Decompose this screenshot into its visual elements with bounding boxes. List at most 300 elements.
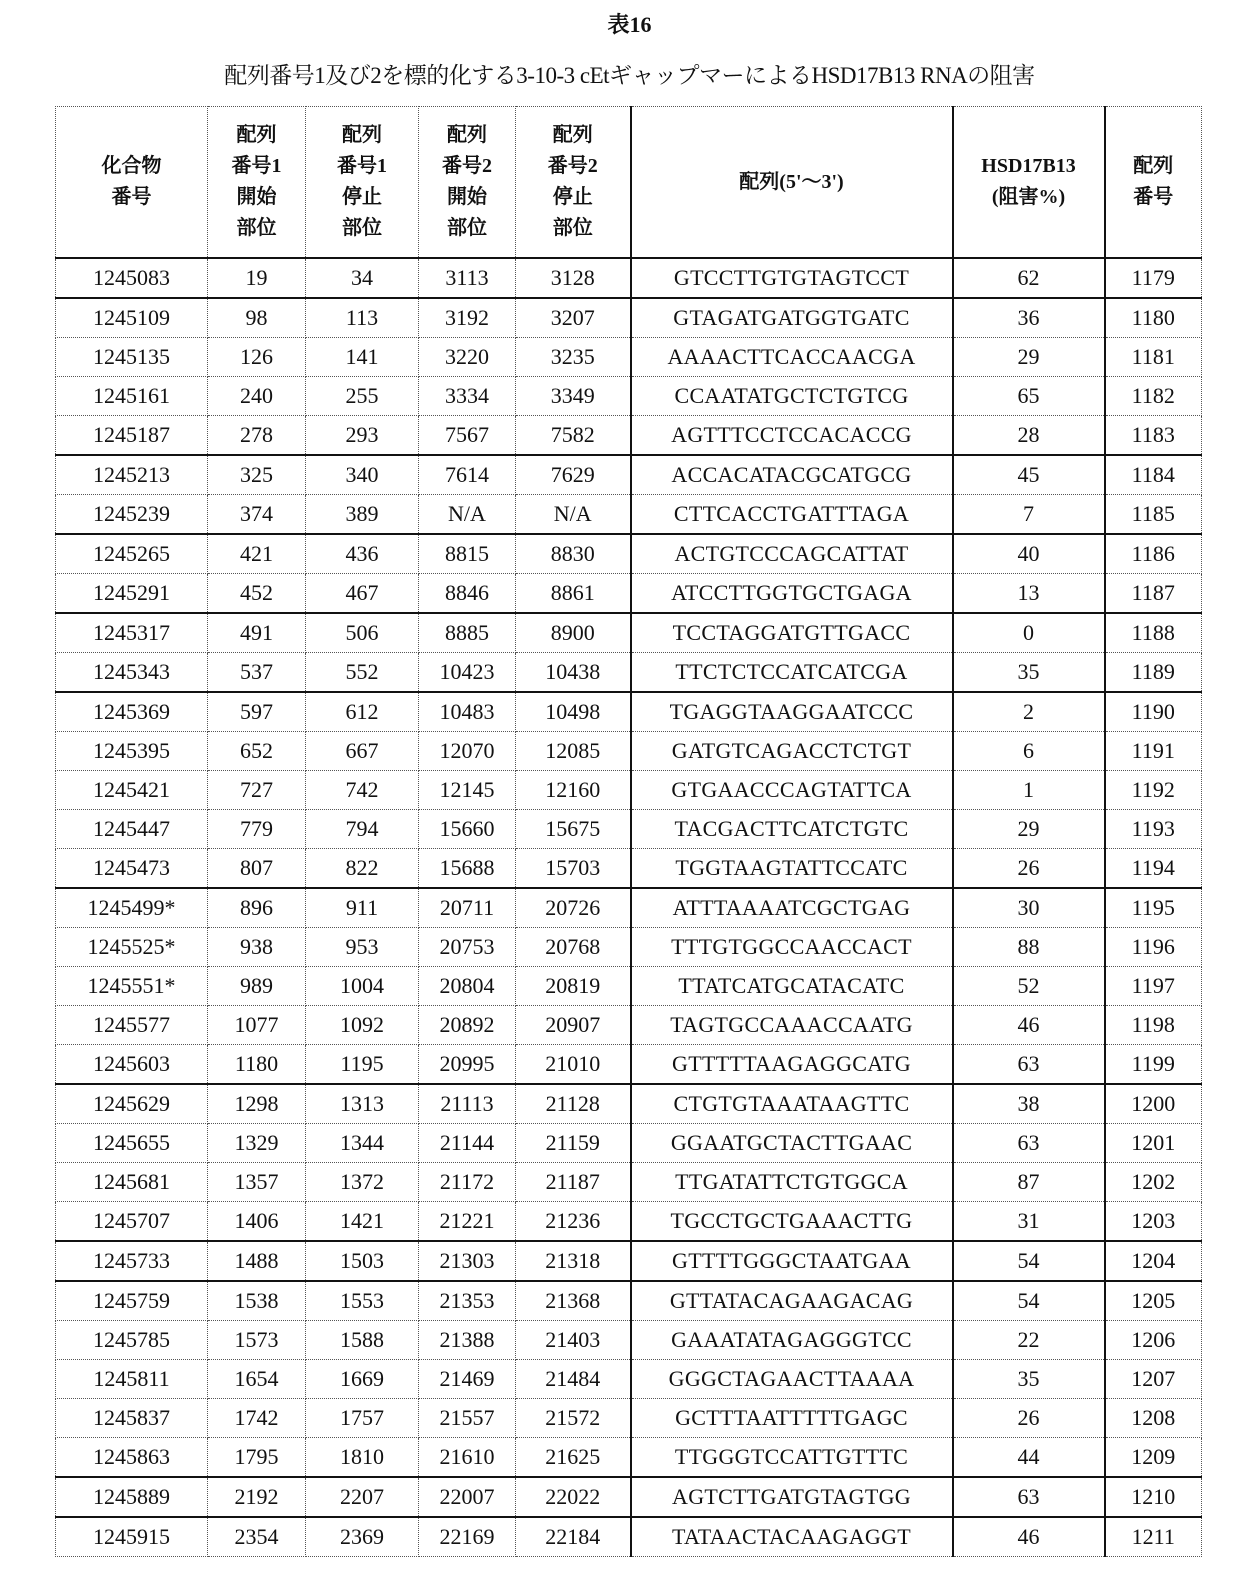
seq1-stop-site-cell: 794 [306, 810, 419, 849]
header-line: 配列 [236, 124, 277, 146]
sequence-cell: CTTCACCTGATTTAGA [631, 495, 953, 535]
seq2-stop-site-cell: 21572 [516, 1399, 631, 1438]
compound-number-cell: 1245863 [56, 1438, 208, 1478]
seq1-start-site-cell: 325 [208, 455, 306, 495]
compound-number-cell: 1245083 [56, 258, 208, 298]
seq-id-number-cell: 1200 [1105, 1084, 1202, 1124]
sequence-cell: GAAATATAGAGGGTCC [631, 1321, 953, 1360]
seq1-start-site-cell: 1488 [208, 1241, 306, 1281]
seq1-start-site-cell: 1298 [208, 1084, 306, 1124]
table-row [56, 888, 1202, 928]
table-row [56, 928, 1202, 967]
hsd17b13-inhibition-cell: 63 [953, 1045, 1105, 1085]
seq1-start-site-cell: 989 [208, 967, 306, 1006]
hsd17b13-inhibition-cell: 88 [953, 928, 1105, 967]
seq1-start-site-cell: 938 [208, 928, 306, 967]
compound-number-cell: 1245889 [56, 1477, 208, 1517]
seq-id-number-cell: 1198 [1105, 1006, 1202, 1045]
seq-id-number-cell: 1180 [1105, 298, 1202, 338]
seq2-start-site-cell: 21388 [419, 1321, 516, 1360]
seq2-stop-site-cell: 12085 [516, 732, 631, 771]
seq2-stop-site-cell: 12160 [516, 771, 631, 810]
seq2-start-site-cell: 21172 [419, 1163, 516, 1202]
seq2-start-site-cell: 21469 [419, 1360, 516, 1399]
seq1-stop-site-cell: 1344 [306, 1124, 419, 1163]
seq2-stop-site-cell: 21128 [516, 1084, 631, 1124]
hsd17b13-inhibition-cell: 28 [953, 416, 1105, 456]
seq2-stop-site-cell: 3349 [516, 377, 631, 416]
seq1-start-site-cell: 2354 [208, 1517, 306, 1557]
seq1-start-site-cell: 421 [208, 534, 306, 574]
table-row [56, 338, 1202, 377]
seq1-stop-site-cell: 1503 [306, 1241, 419, 1281]
header-line: 配列(5'〜3') [739, 170, 844, 193]
column-header-hsd17b13-inhibition [953, 107, 1105, 259]
table-row [56, 771, 1202, 810]
table-row [56, 1517, 1202, 1557]
seq1-stop-site-cell: 389 [306, 495, 419, 535]
seq-id-number-cell: 1184 [1105, 455, 1202, 495]
seq2-stop-site-cell: 21318 [516, 1241, 631, 1281]
seq2-stop-site-cell: 21010 [516, 1045, 631, 1085]
table-row [56, 810, 1202, 849]
header-line: 化合物 [101, 155, 162, 177]
seq1-stop-site-cell: 612 [306, 692, 419, 732]
sequence-cell: GTTTTTAAGAGGCATG [631, 1045, 953, 1085]
table-row [56, 1477, 1202, 1517]
seq2-stop-site-cell: 15703 [516, 849, 631, 889]
seq1-start-site-cell: 779 [208, 810, 306, 849]
header-line: 番号2 [442, 155, 492, 177]
table-row [56, 1202, 1202, 1242]
seq-id-number-cell: 1207 [1105, 1360, 1202, 1399]
sequence-cell: GGAATGCTACTTGAAC [631, 1124, 953, 1163]
seq2-start-site-cell: N/A [419, 495, 516, 535]
seq-id-number-cell: 1211 [1105, 1517, 1202, 1557]
table-row [56, 574, 1202, 614]
seq2-start-site-cell: 21221 [419, 1202, 516, 1242]
compound-number-cell: 1245655 [56, 1124, 208, 1163]
seq-id-number-cell: 1206 [1105, 1321, 1202, 1360]
seq2-stop-site-cell: 21187 [516, 1163, 631, 1202]
table-row [56, 1241, 1202, 1281]
table-row [56, 653, 1202, 693]
seq2-stop-site-cell: 15675 [516, 810, 631, 849]
compound-number-cell: 1245343 [56, 653, 208, 693]
sequence-cell: GTGAACCCAGTATTCA [631, 771, 953, 810]
sequence-cell: TAGTGCCAAACCAATG [631, 1006, 953, 1045]
seq1-start-site-cell: 727 [208, 771, 306, 810]
seq2-start-site-cell: 22169 [419, 1517, 516, 1557]
table-row [56, 1321, 1202, 1360]
seq1-start-site-cell: 491 [208, 613, 306, 653]
seq2-start-site-cell: 12145 [419, 771, 516, 810]
seq2-stop-site-cell: 8900 [516, 613, 631, 653]
seq1-stop-site-cell: 1092 [306, 1006, 419, 1045]
seq1-start-site-cell: 126 [208, 338, 306, 377]
header-line: 番号1 [231, 155, 282, 177]
seq-id-number-cell: 1185 [1105, 495, 1202, 535]
seq2-stop-site-cell: 10438 [516, 653, 631, 693]
seq1-start-site-cell: 2192 [208, 1477, 306, 1517]
compound-number-cell: 1245135 [56, 338, 208, 377]
seq1-start-site-cell: 652 [208, 732, 306, 771]
table-row [56, 298, 1202, 338]
seq2-start-site-cell: 21353 [419, 1281, 516, 1321]
seq-id-number-cell: 1179 [1105, 258, 1202, 298]
seq2-stop-site-cell: 20726 [516, 888, 631, 928]
seq-id-number-cell: 1202 [1105, 1163, 1202, 1202]
seq2-start-site-cell: 3113 [419, 258, 516, 298]
sequence-cell: ATCCTTGGTGCTGAGA [631, 574, 953, 614]
seq2-stop-site-cell: 20907 [516, 1006, 631, 1045]
compound-number-cell: 1245577 [56, 1006, 208, 1045]
header-line: 番号1 [337, 155, 387, 177]
seq-id-number-cell: 1196 [1105, 928, 1202, 967]
sequence-cell: GTAGATGATGGTGATC [631, 298, 953, 338]
table-row [56, 416, 1202, 456]
seq1-stop-site-cell: 953 [306, 928, 419, 967]
seq1-start-site-cell: 374 [208, 495, 306, 535]
hsd17b13-inhibition-cell: 30 [953, 888, 1105, 928]
seq1-start-site-cell: 19 [208, 258, 306, 298]
seq2-start-site-cell: 8846 [419, 574, 516, 614]
seq2-stop-site-cell: 21625 [516, 1438, 631, 1478]
seq2-stop-site-cell: 22022 [516, 1477, 631, 1517]
seq2-start-site-cell: 10423 [419, 653, 516, 693]
sequence-cell: GCTTTAATTTTTGAGC [631, 1399, 953, 1438]
compound-number-cell: 1245785 [56, 1321, 208, 1360]
seq1-stop-site-cell: 113 [306, 298, 419, 338]
seq2-start-site-cell: 8885 [419, 613, 516, 653]
header-line: 部位 [552, 217, 593, 239]
seq2-stop-site-cell: 10498 [516, 692, 631, 732]
sequence-cell: TTGGGTCCATTGTTTC [631, 1438, 953, 1478]
seq-id-number-cell: 1209 [1105, 1438, 1202, 1478]
seq-id-number-cell: 1187 [1105, 574, 1202, 614]
column-header-seq2-stop-site [516, 107, 631, 259]
sequence-cell: TTATCATGCATACATC [631, 967, 953, 1006]
hsd17b13-inhibition-cell: 29 [953, 338, 1105, 377]
seq1-start-site-cell: 98 [208, 298, 306, 338]
column-header-sequence [631, 107, 953, 259]
compound-number-cell: 1245291 [56, 574, 208, 614]
seq-id-number-cell: 1189 [1105, 653, 1202, 693]
sequence-cell: GTTATACAGAAGACAG [631, 1281, 953, 1321]
seq1-stop-site-cell: 436 [306, 534, 419, 574]
table-row [56, 1360, 1202, 1399]
seq2-start-site-cell: 12070 [419, 732, 516, 771]
header-line: 開始 [236, 186, 277, 208]
hsd17b13-inhibition-cell: 63 [953, 1477, 1105, 1517]
header-line: 停止 [342, 186, 382, 208]
seq2-stop-site-cell: 21368 [516, 1281, 631, 1321]
seq-id-number-cell: 1208 [1105, 1399, 1202, 1438]
hsd17b13-inhibition-cell: 26 [953, 1399, 1105, 1438]
seq1-stop-site-cell: 1004 [306, 967, 419, 1006]
hsd17b13-inhibition-cell: 0 [953, 613, 1105, 653]
seq2-stop-site-cell: 21484 [516, 1360, 631, 1399]
header-line: (阻害%) [991, 186, 1066, 208]
table-number: 表16 [607, 12, 652, 37]
seq2-start-site-cell: 8815 [419, 534, 516, 574]
compound-number-cell: 1245603 [56, 1045, 208, 1085]
hsd17b13-inhibition-cell: 46 [953, 1006, 1105, 1045]
seq2-start-site-cell: 22007 [419, 1477, 516, 1517]
table-caption: 配列番号1及び2を標的化する3-10-3 cEtギャップマーによるHSD17B13 RNAの阻害 [224, 63, 1035, 88]
sequence-cell: TTCTCTCCATCATCGA [631, 653, 953, 693]
sequence-cell: ACCACATACGCATGCG [631, 455, 953, 495]
hsd17b13-inhibition-cell: 35 [953, 1360, 1105, 1399]
seq1-start-site-cell: 1538 [208, 1281, 306, 1321]
seq2-start-site-cell: 20804 [419, 967, 516, 1006]
header-row [56, 107, 1202, 259]
seq1-stop-site-cell: 255 [306, 377, 419, 416]
seq-id-number-cell: 1181 [1105, 338, 1202, 377]
seq-id-number-cell: 1199 [1105, 1045, 1202, 1085]
header-line: 配列 [447, 124, 487, 146]
seq-id-number-cell: 1183 [1105, 416, 1202, 456]
header-line: 番号 [111, 186, 152, 208]
seq1-stop-site-cell: 1757 [306, 1399, 419, 1438]
hsd17b13-inhibition-cell: 87 [953, 1163, 1105, 1202]
seq1-start-site-cell: 1654 [208, 1360, 306, 1399]
seq1-stop-site-cell: 2369 [306, 1517, 419, 1557]
seq2-start-site-cell: 3334 [419, 377, 516, 416]
compound-number-cell: 1245265 [56, 534, 208, 574]
seq1-start-site-cell: 452 [208, 574, 306, 614]
seq2-start-site-cell: 15660 [419, 810, 516, 849]
compound-number-cell: 1245499* [56, 888, 208, 928]
table-row [56, 849, 1202, 889]
seq2-start-site-cell: 3220 [419, 338, 516, 377]
compound-number-cell: 1245187 [56, 416, 208, 456]
compound-number-cell: 1245421 [56, 771, 208, 810]
seq1-start-site-cell: 1795 [208, 1438, 306, 1478]
compound-number-cell: 1245109 [56, 298, 208, 338]
seq1-stop-site-cell: 1195 [306, 1045, 419, 1085]
sequence-cell: TGCCTGCTGAAACTTG [631, 1202, 953, 1242]
compound-number-cell: 1245681 [56, 1163, 208, 1202]
seq-id-number-cell: 1193 [1105, 810, 1202, 849]
seq1-start-site-cell: 1180 [208, 1045, 306, 1085]
header-line: HSD17B13 [981, 155, 1076, 177]
table-row [56, 613, 1202, 653]
seq2-stop-site-cell: 22184 [516, 1517, 631, 1557]
sequence-cell: ATTTAAAATCGCTGAG [631, 888, 953, 928]
seq-id-number-cell: 1210 [1105, 1477, 1202, 1517]
seq2-stop-site-cell: 20819 [516, 967, 631, 1006]
seq1-stop-site-cell: 340 [306, 455, 419, 495]
hsd17b13-inhibition-cell: 7 [953, 495, 1105, 535]
seq1-start-site-cell: 1329 [208, 1124, 306, 1163]
sequence-cell: TGGTAAGTATTCCATC [631, 849, 953, 889]
hsd17b13-inhibition-cell: 22 [953, 1321, 1105, 1360]
seq2-start-site-cell: 15688 [419, 849, 516, 889]
compound-number-cell: 1245629 [56, 1084, 208, 1124]
seq1-stop-site-cell: 552 [306, 653, 419, 693]
seq2-start-site-cell: 21144 [419, 1124, 516, 1163]
seq-id-number-cell: 1203 [1105, 1202, 1202, 1242]
compound-number-cell: 1245759 [56, 1281, 208, 1321]
compound-number-cell: 1245837 [56, 1399, 208, 1438]
table-row [56, 534, 1202, 574]
seq1-stop-site-cell: 1553 [306, 1281, 419, 1321]
compound-number-cell: 1245395 [56, 732, 208, 771]
seq1-start-site-cell: 240 [208, 377, 306, 416]
sequence-cell: AGTCTTGATGTAGTGG [631, 1477, 953, 1517]
sequence-cell: GTTTTGGGCTAATGAA [631, 1241, 953, 1281]
hsd17b13-inhibition-cell: 35 [953, 653, 1105, 693]
seq2-start-site-cell: 21113 [419, 1084, 516, 1124]
seq-id-number-cell: 1186 [1105, 534, 1202, 574]
seq-id-number-cell: 1197 [1105, 967, 1202, 1006]
seq1-stop-site-cell: 667 [306, 732, 419, 771]
seq-id-number-cell: 1190 [1105, 692, 1202, 732]
header-line: 部位 [342, 217, 382, 239]
seq-id-number-cell: 1194 [1105, 849, 1202, 889]
hsd17b13-inhibition-cell: 45 [953, 455, 1105, 495]
header-line: 配列 [342, 124, 382, 146]
hsd17b13-inhibition-cell: 38 [953, 1084, 1105, 1124]
compound-number-cell: 1245915 [56, 1517, 208, 1557]
table-row [56, 732, 1202, 771]
sequence-cell: TACGACTTCATCTGTC [631, 810, 953, 849]
table-row [56, 1045, 1202, 1085]
seq1-stop-site-cell: 1372 [306, 1163, 419, 1202]
seq1-stop-site-cell: 1810 [306, 1438, 419, 1478]
compound-number-cell: 1245525* [56, 928, 208, 967]
seq1-start-site-cell: 1406 [208, 1202, 306, 1242]
seq1-start-site-cell: 597 [208, 692, 306, 732]
header-line: 部位 [447, 217, 487, 239]
seq2-stop-site-cell: 21159 [516, 1124, 631, 1163]
seq1-stop-site-cell: 467 [306, 574, 419, 614]
seq-id-number-cell: 1192 [1105, 771, 1202, 810]
sequence-cell: GTCCTTGTGTAGTCCT [631, 258, 953, 298]
seq1-start-site-cell: 1077 [208, 1006, 306, 1045]
seq1-start-site-cell: 537 [208, 653, 306, 693]
table-row [56, 258, 1202, 298]
seq2-start-site-cell: 7567 [419, 416, 516, 456]
column-header-seq1-start-site [208, 107, 306, 259]
seq1-start-site-cell: 896 [208, 888, 306, 928]
seq2-start-site-cell: 20753 [419, 928, 516, 967]
hsd17b13-inhibition-cell: 31 [953, 1202, 1105, 1242]
seq1-stop-site-cell: 1421 [306, 1202, 419, 1242]
sequence-cell: GGGCTAGAACTTAAAA [631, 1360, 953, 1399]
seq2-start-site-cell: 20995 [419, 1045, 516, 1085]
table-row [56, 1006, 1202, 1045]
seq2-stop-site-cell: 3207 [516, 298, 631, 338]
hsd17b13-inhibition-cell: 54 [953, 1241, 1105, 1281]
sequence-cell: TGAGGTAAGGAATCCC [631, 692, 953, 732]
seq1-stop-site-cell: 293 [306, 416, 419, 456]
inhibition-table [55, 106, 1202, 1557]
seq-id-number-cell: 1191 [1105, 732, 1202, 771]
header-line: 配列 [1133, 155, 1174, 177]
sequence-cell: AGTTTCCTCCACACCG [631, 416, 953, 456]
hsd17b13-inhibition-cell: 29 [953, 810, 1105, 849]
sequence-cell: ACTGTCCCAGCATTAT [631, 534, 953, 574]
seq2-start-site-cell: 10483 [419, 692, 516, 732]
hsd17b13-inhibition-cell: 62 [953, 258, 1105, 298]
seq1-stop-site-cell: 822 [306, 849, 419, 889]
seq1-stop-site-cell: 1669 [306, 1360, 419, 1399]
hsd17b13-inhibition-cell: 36 [953, 298, 1105, 338]
sequence-cell: TATAACTACAAGAGGT [631, 1517, 953, 1557]
seq1-stop-site-cell: 2207 [306, 1477, 419, 1517]
column-header-compound-number [56, 107, 208, 259]
seq1-start-site-cell: 1742 [208, 1399, 306, 1438]
hsd17b13-inhibition-cell: 26 [953, 849, 1105, 889]
seq1-stop-site-cell: 141 [306, 338, 419, 377]
seq1-stop-site-cell: 34 [306, 258, 419, 298]
sequence-cell: AAAACTTCACCAACGA [631, 338, 953, 377]
table-body [56, 258, 1202, 1557]
compound-number-cell: 1245447 [56, 810, 208, 849]
seq2-start-site-cell: 7614 [419, 455, 516, 495]
table-row [56, 1124, 1202, 1163]
seq1-stop-site-cell: 1313 [306, 1084, 419, 1124]
table-row [56, 495, 1202, 535]
table-row [56, 1399, 1202, 1438]
column-header-seq-id-number [1105, 107, 1202, 259]
sequence-cell: TCCTAGGATGTTGACC [631, 613, 953, 653]
seq-id-number-cell: 1182 [1105, 377, 1202, 416]
hsd17b13-inhibition-cell: 2 [953, 692, 1105, 732]
seq2-stop-site-cell: 7629 [516, 455, 631, 495]
hsd17b13-inhibition-cell: 52 [953, 967, 1105, 1006]
seq2-start-site-cell: 3192 [419, 298, 516, 338]
seq1-stop-site-cell: 506 [306, 613, 419, 653]
compound-number-cell: 1245317 [56, 613, 208, 653]
seq1-start-site-cell: 1573 [208, 1321, 306, 1360]
seq-id-number-cell: 1204 [1105, 1241, 1202, 1281]
compound-number-cell: 1245369 [56, 692, 208, 732]
seq2-stop-site-cell: 21403 [516, 1321, 631, 1360]
hsd17b13-inhibition-cell: 44 [953, 1438, 1105, 1478]
sequence-cell: CCAATATGCTCTGTCG [631, 377, 953, 416]
seq2-stop-site-cell: 7582 [516, 416, 631, 456]
sequence-cell: CTGTGTAAATAAGTTC [631, 1084, 953, 1124]
column-header-seq2-start-site [419, 107, 516, 259]
seq1-start-site-cell: 1357 [208, 1163, 306, 1202]
seq2-stop-site-cell: 8861 [516, 574, 631, 614]
table-row [56, 1084, 1202, 1124]
hsd17b13-inhibition-cell: 6 [953, 732, 1105, 771]
sequence-cell: TTGATATTCTGTGGCA [631, 1163, 953, 1202]
hsd17b13-inhibition-cell: 54 [953, 1281, 1105, 1321]
seq2-start-site-cell: 20711 [419, 888, 516, 928]
table-row [56, 455, 1202, 495]
hsd17b13-inhibition-cell: 46 [953, 1517, 1105, 1557]
seq2-stop-site-cell: 21236 [516, 1202, 631, 1242]
sequence-cell: TTTGTGGCCAACCACT [631, 928, 953, 967]
compound-number-cell: 1245551* [56, 967, 208, 1006]
seq1-start-site-cell: 278 [208, 416, 306, 456]
seq1-stop-site-cell: 1588 [306, 1321, 419, 1360]
seq-id-number-cell: 1201 [1105, 1124, 1202, 1163]
header-line: 配列 [552, 124, 593, 146]
header-line: 開始 [447, 186, 487, 208]
sequence-cell: GATGTCAGACCTCTGT [631, 732, 953, 771]
seq1-stop-site-cell: 911 [306, 888, 419, 928]
compound-number-cell: 1245707 [56, 1202, 208, 1242]
header-line: 停止 [552, 186, 593, 208]
seq2-stop-site-cell: 8830 [516, 534, 631, 574]
table-row [56, 1281, 1202, 1321]
